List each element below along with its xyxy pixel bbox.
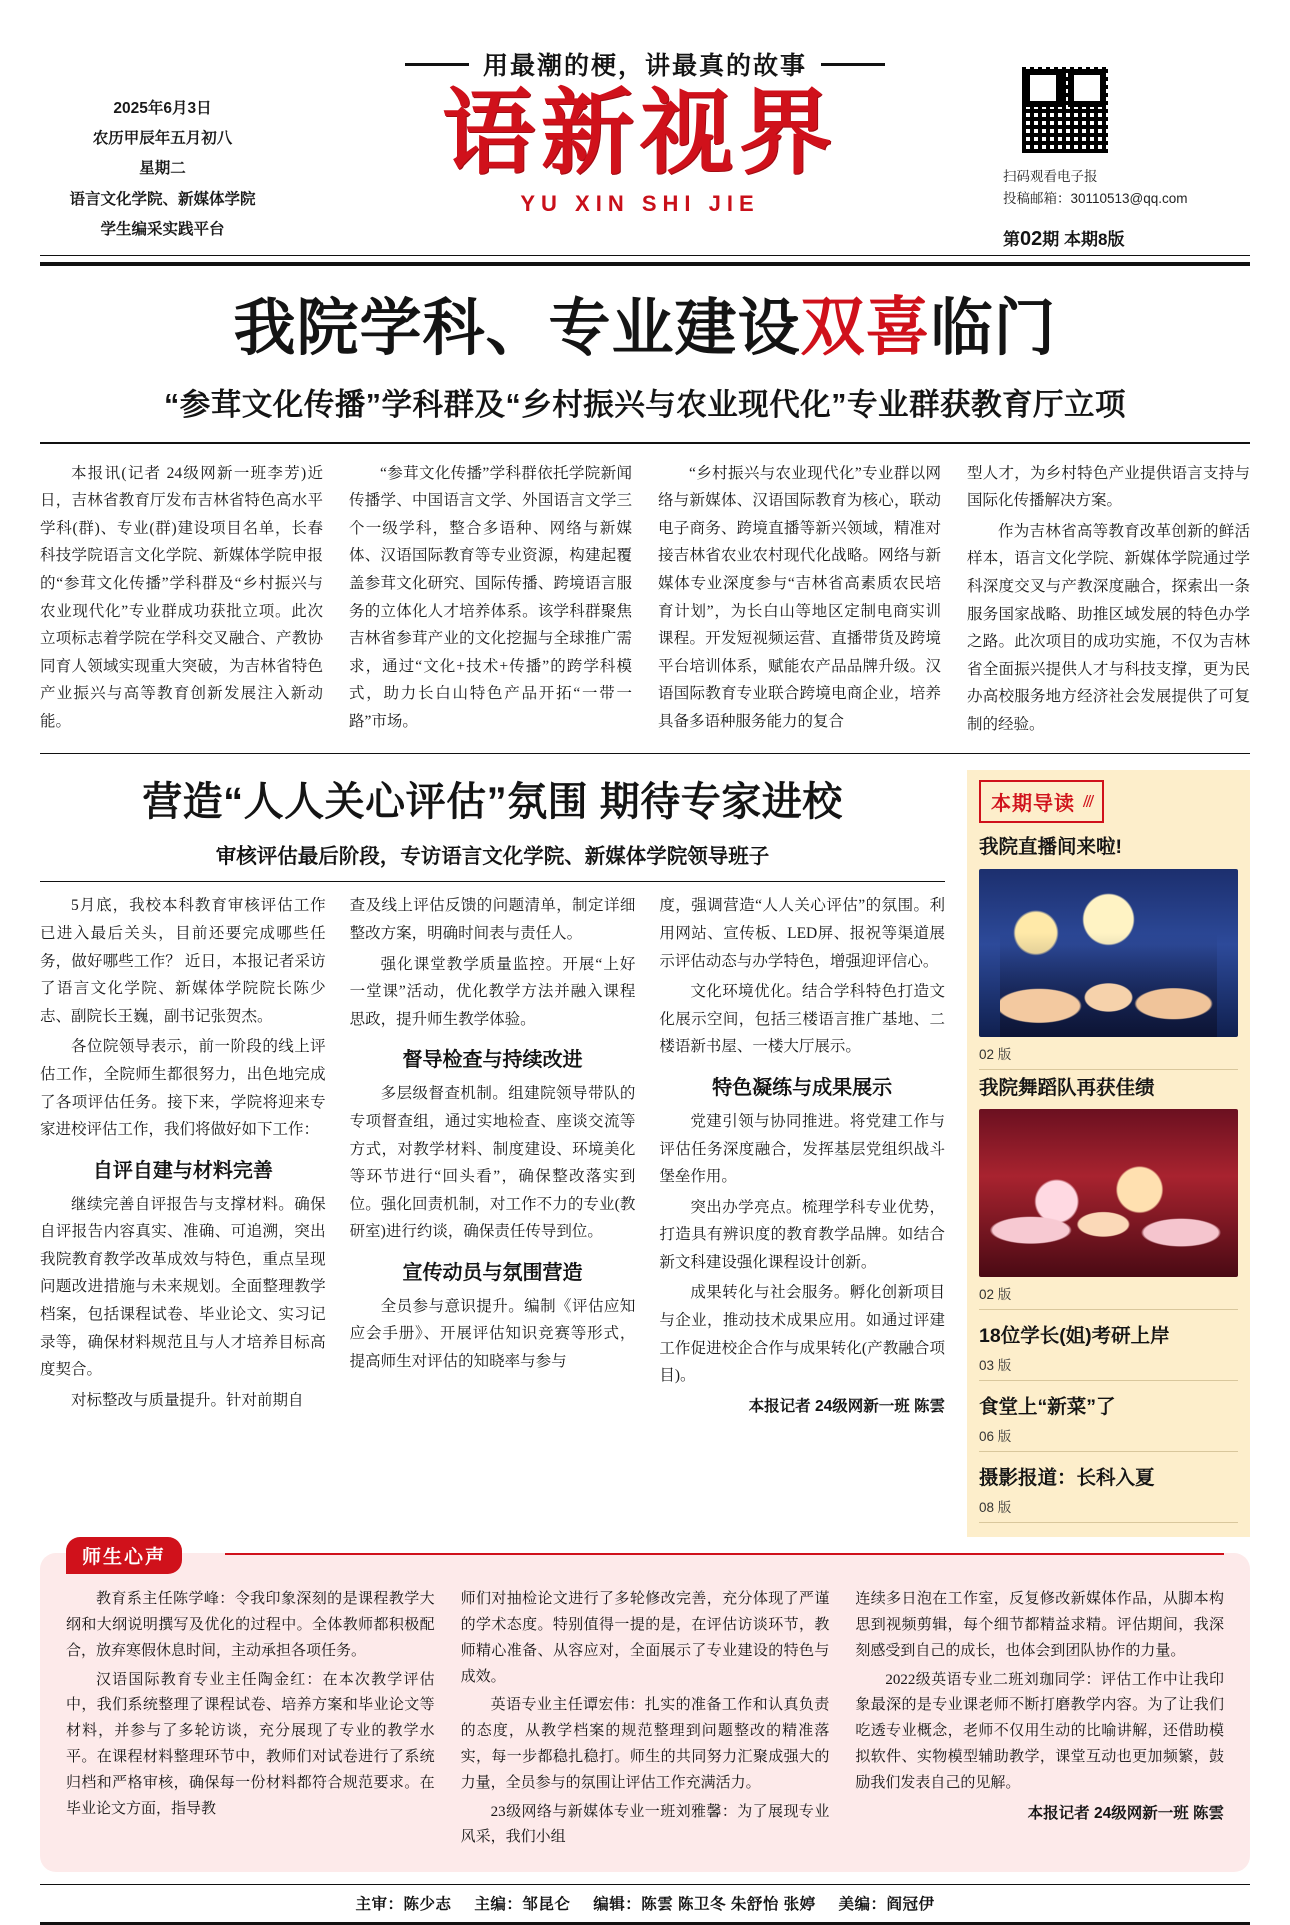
lead-para-3: “乡村振兴与农业现代化”专业群以网络与新媒体、汉语国际教育为核心，联动电子商务、跨境直播等新兴领域，精准对接吉林省农业农村现代化战略。网络与新媒体专业深度参与“吉林省高素质农民培育计划”，为长白山等地区定制电商实训课程。开发短视频运营、直播带货及跨境平台培训体系，赋能农产品品牌升级。汉语国际教育专业联合跨境电商企业，培养具备多语种服务能力的复合: [658, 464, 941, 730]
footer-item-1: 主审：陈少志: [355, 1896, 452, 1914]
date-line-1: 2025年6月3日: [113, 100, 212, 117]
right-rail: [967, 770, 1250, 1537]
a2-c1-subheading: 自评自建与材料完善: [92, 1159, 273, 1182]
rail-item-4-page: 06 版: [979, 1425, 1238, 1452]
a2-c3-p1: 度，强调营造“人人关心评估”的氛围。利用网站、宣传板、LED屏、报祝等渠道展示评估动态与办学特色，增强迎评信心。: [659, 897, 946, 970]
voice-2: 汉语国际教育专业主任陶金红：在本次教学评估中，我们系统整理了课程试卷、培养方案和毕业论文等材料，并参与了多轮访谈，充分展现了专业的教学水平。在课程材料整理环节中，教师们对试卷进行了系统归档和严格审核，确保每一份材料都符合规范要求。在毕业论文方面，指导教: [66, 1671, 435, 1817]
rail-item-3-page: 03 版: [979, 1354, 1238, 1381]
rail-item-4[interactable]: [979, 1391, 1238, 1452]
lead-para-5: 作为吉林省高等教育改革创新的鲜活样本，语言文化学院、新媒体学院通过学科深度交叉与产教深度融合，探索出一条服务国家战略、助推区域发展的特色办学之路。此次项目的成功实施，不仅为吉林省全面振兴提供人才与科技支撑，更为民办高校服务地方经济社会发展提供了可复制的经验。: [967, 522, 1250, 733]
voices-tab-rule: [225, 1553, 1224, 1555]
voice-1: 教育系主任陈学峰：令我印象深刻的是课程教学大纲和大纲说明撰写及优化的过程中。全体教师都积极配合，放弃寒假休息时间，主动承担各项任务。: [66, 1591, 435, 1659]
newspaper-title-pinyin: YU XIN SHI JIE: [520, 191, 760, 216]
voices-box: [40, 1547, 1250, 1872]
lead-bottom-rule: [40, 753, 1250, 754]
qr-caption-line-1: 扫码观看电子报: [1003, 169, 1098, 184]
voices-signature: 本报记者 24级网新一班 陈雲: [1027, 1804, 1225, 1822]
article-2-column-2: [350, 892, 636, 1417]
issue-suffix: 期: [1042, 229, 1060, 249]
date-line-3: 星期二: [139, 160, 186, 178]
voice-5: 23级网络与新媒体专业一班刘雅馨：为了展现专业风采，我们小组: [460, 1803, 830, 1846]
rail-item-5-page: 08 版: [979, 1496, 1238, 1523]
a2-c1-p1: 5月底，我校本科教育审核评估工作已进入最后关头，目前还要完成哪些任务，做好哪些工作？ 近日，本报记者采访了语言文化学院、新媒体学院院长陈少志、副院长王巍，副书记张贺杰。: [40, 897, 326, 1025]
date-line-2: 农历甲辰年五月初八: [92, 130, 233, 148]
a2-c2-subheading-1: 督导检查与持续改进: [402, 1049, 583, 1072]
article-2-headline-block: [40, 770, 945, 869]
rail-item-2-title: 我院舞蹈队再获佳绩: [979, 1076, 1155, 1099]
rail-item-1-title: 我院直播间来啦!: [979, 836, 1122, 859]
voice-7: 2022级英语专业二班刘珈同学：评估工作中让我印象最深的是专业课老师不断打磨教学内容。为了让我们吃透专业概念，老师不仅用生动的比喻讲解，还借助模拟软件、实物模型辅助教学，课堂互动也更加频繁，鼓励我们发表自己的见解。: [855, 1671, 1225, 1791]
lead-column-4: [967, 460, 1250, 742]
issue-number: 02: [1020, 227, 1043, 250]
publisher-line-1: 语言文化学院、新媒体学院: [69, 190, 256, 208]
a2-c2-subheading-2: 宣传动员与氛围营造: [402, 1261, 583, 1284]
footer-item-3: 编辑：陈雲 陈卫冬 朱舒怡 张婷: [593, 1896, 816, 1914]
rail-item-4-title: 食堂上“新菜”了: [979, 1396, 1116, 1419]
issue-prefix: 第: [1003, 229, 1020, 249]
lead-headline-part1: 我院学科、专业建设: [233, 294, 801, 363]
rail-item-1-page: 02 版: [979, 1043, 1238, 1070]
voices-column-2: [461, 1587, 830, 1854]
a2-c3-p2: 文化环境优化。结合学科特色打造文化展示空间，包括三楼语言推广基地、二楼语新书屋、一楼大厅展示。: [659, 983, 946, 1056]
a2-c3-p3: 党建引领与协同推进。将党建工作与评估任务深度融合，发挥基层党组织战斗堡垒作用。: [659, 1112, 946, 1186]
issue-info: [1003, 225, 1250, 251]
lead-headline-part2: 临门: [930, 294, 1057, 363]
voices-column-3: [855, 1587, 1224, 1854]
article-2-subheadline: 审核评估最后阶段，专访语言文化学院、新媒体学院领导班子: [215, 845, 770, 869]
rail-item-2[interactable]: [979, 1076, 1238, 1310]
voice-6: 连续多日泡在工作室，反复修改新媒体作品，从脚本构思到视频剪辑，每个细节都精益求精。评估期间，我深刻感受到自己的成长，也体会到团队协作的力量。: [855, 1591, 1225, 1659]
lead-column-2: [349, 460, 632, 742]
qr-caption-line-2: 投稿邮箱：30110513@qq.com: [1003, 191, 1188, 207]
a2-c3-subheading: 特色凝练与成果展示: [712, 1076, 893, 1099]
a2-c1-p3: 继续完善自评报告与支撑材料。确保自评报告内容真实、准确、可追溯，突出我院教育教学改革成效与特色，重点呈现问题改进措施与未来规划。全面整理教学档案，包括课程试卷、毕业论文、实习记录等，确保材料规范且与人才培养目标高度契合。: [40, 1195, 326, 1379]
masthead-rule-thin: [40, 255, 1250, 256]
voice-4: 英语专业主任谭宏伟：扎实的准备工作和认真负责的态度，从教学档案的规范整理到问题整改的精准落实，每一步都稳扎稳打。师生的共同努力汇聚成强大的力量，全员参与的氛围让评估工作充满活力。: [460, 1697, 830, 1791]
a2-c3-p4: 突出办学亮点。梳理学科专业优势，打造具有辨识度的教育教学品牌。如结合新文科建设强化课程设计创新。: [659, 1198, 946, 1271]
article-2-signature: 本报记者 24级网新一班 陈雲: [748, 1397, 946, 1415]
voices-column-1: [66, 1587, 435, 1854]
article-2-rule: [40, 881, 945, 882]
article-2: [40, 770, 945, 1537]
livestream-photo: [979, 869, 1238, 1037]
rail-item-5[interactable]: [979, 1462, 1238, 1523]
a2-c2-p1: 查及线上评估反馈的问题清单，制定详细整改方案，明确时间表与责任人。: [349, 897, 636, 943]
masthead-dateblock: [40, 36, 285, 245]
dance-photo: [979, 1109, 1238, 1277]
masthead-rule-thick: [40, 262, 1250, 266]
pages-label: 本期8版: [1063, 229, 1125, 249]
rail-item-2-page: 02 版: [979, 1283, 1238, 1310]
lower-section: [40, 770, 1250, 1537]
a2-c2-p4: 全员参与意识提升。编制《评估应知应会手册》、开展评估知识竞赛等形式，提高师生对评估的知晓率与参与: [349, 1297, 636, 1370]
lead-para-2: “参茸文化传播”学科群依托学院新闻传播学、中国语言文学、外国语言文学三个一级学科，整合多语种、网络与新媒体、汉语国际教育等专业资源，构建起覆盖参茸文化研究、国际传播、跨境语言服务的立体化人才培养体系。该学科群聚焦吉林省参茸产业的文化挖掘与全球推广需求，通过“文化+技术+传播”的跨学科模式，助力长白山特色产品开拓“一带一路”市场。: [349, 464, 632, 730]
rail-item-3-title: 18位学长(姐)考研上岸: [979, 1325, 1170, 1348]
page-footer: [40, 1884, 1250, 1925]
voices-columns: [66, 1587, 1224, 1854]
lead-headline-block: [40, 292, 1250, 424]
article-2-body: [40, 892, 945, 1417]
lead-column-3: [658, 460, 941, 742]
lead-para-4: 型人才，为乡村特色产业提供语言支持与国际化传播解决方案。: [967, 464, 1250, 510]
article-2-headline: 营造“人人关心评估”氛围 期待专家进校: [142, 780, 843, 825]
rail-container: [967, 770, 1250, 1537]
rail-item-1[interactable]: [979, 835, 1238, 1069]
a2-c3-p5: 成果转化与社会服务。孵化创新项目与企业，推动技术成果应用。如通过评建工作促进校企合作与成果转化(产教融合项目)。: [659, 1284, 946, 1385]
article-2-column-1: [40, 892, 326, 1417]
lead-body: [40, 460, 1250, 742]
article-2-column-3: [659, 892, 945, 1417]
masthead-logo: [285, 36, 995, 217]
a2-c1-p2: 各位院领导表示，前一阶段的线上评估工作，全院师生都很努力，出色地完成了各项评估任务。接下来，学院将迎来专家进校评估工作，我们将做好如下工作：: [40, 1038, 326, 1139]
a2-c1-p4: 对标整改与质量提升。针对前期自: [71, 1391, 304, 1409]
rail-item-5-title: 摄影报道：长科入夏: [979, 1467, 1155, 1490]
masthead-qr-block: [995, 36, 1250, 251]
newspaper-title: 语新视界: [442, 83, 838, 186]
footer-item-2: 主编：邹昆仑: [474, 1896, 571, 1914]
rail-title-box: [979, 780, 1104, 823]
qr-code-icon[interactable]: [1019, 64, 1111, 156]
lead-subheadline: “参茸文化传播”学科群及“乡村振兴与农业现代化”专业群获教育厅立项: [164, 387, 1126, 422]
lead-headline-red: 双喜: [800, 292, 931, 363]
slogan-text: 用最潮的梗，讲最真的故事: [482, 52, 807, 80]
publisher-line-2: 学生编采实践平台: [100, 220, 225, 238]
lead-rule: [40, 442, 1250, 444]
lead-headline: [40, 292, 1250, 364]
masthead: [40, 36, 1250, 251]
footer-item-4: 美编：阎冠伊: [838, 1896, 935, 1914]
a2-c2-p3: 多层级督查机制。组建院领导带队的专项督查组，通过实地检查、座谈交流等方式，对教学材料、制度建设、环境美化等环节进行“回头看”，确保整改落实到位。强化回责机制，对工作不力的专业(教研室)进行约谈，确保责任传导到位。: [349, 1085, 636, 1241]
rail-slash-icon: ///: [1083, 791, 1093, 812]
voice-3: 师们对抽检论文进行了多轮修改完善，充分体现了严谨的学术态度。特别值得一提的是，在评估访谈环节，教师精心准备、从容应对，全面展示了专业建设的特色与成效。: [460, 1591, 830, 1685]
rail-item-3[interactable]: [979, 1320, 1238, 1381]
rail-title-text: 本期导读: [991, 793, 1075, 816]
lead-para-1: 本报讯(记者 24级网新一班李芳)近日，吉林省教育厅发布吉林省特色高水平学科(群)、专业(群)建设项目名单，长春科技学院语言文化学院、新媒体学院申报的“参茸文化传播”学科群及“乡村振兴与农业现代化”专业群成功获批立项。此次立项标志着学院在学科交叉融合、产教协同育人领域实现重大突破，为吉林省特色产业振兴与高等教育创新发展注入新动能。: [40, 464, 323, 730]
a2-c2-p2: 强化课堂教学质量监控。开展“上好一堂课”活动，优化教学方法并融入课程思政，提升师生教学体验。: [349, 955, 636, 1028]
qr-caption: [1003, 166, 1250, 211]
voices-tab-label: 师生心声: [66, 1537, 182, 1574]
lead-column-1: [40, 460, 323, 742]
